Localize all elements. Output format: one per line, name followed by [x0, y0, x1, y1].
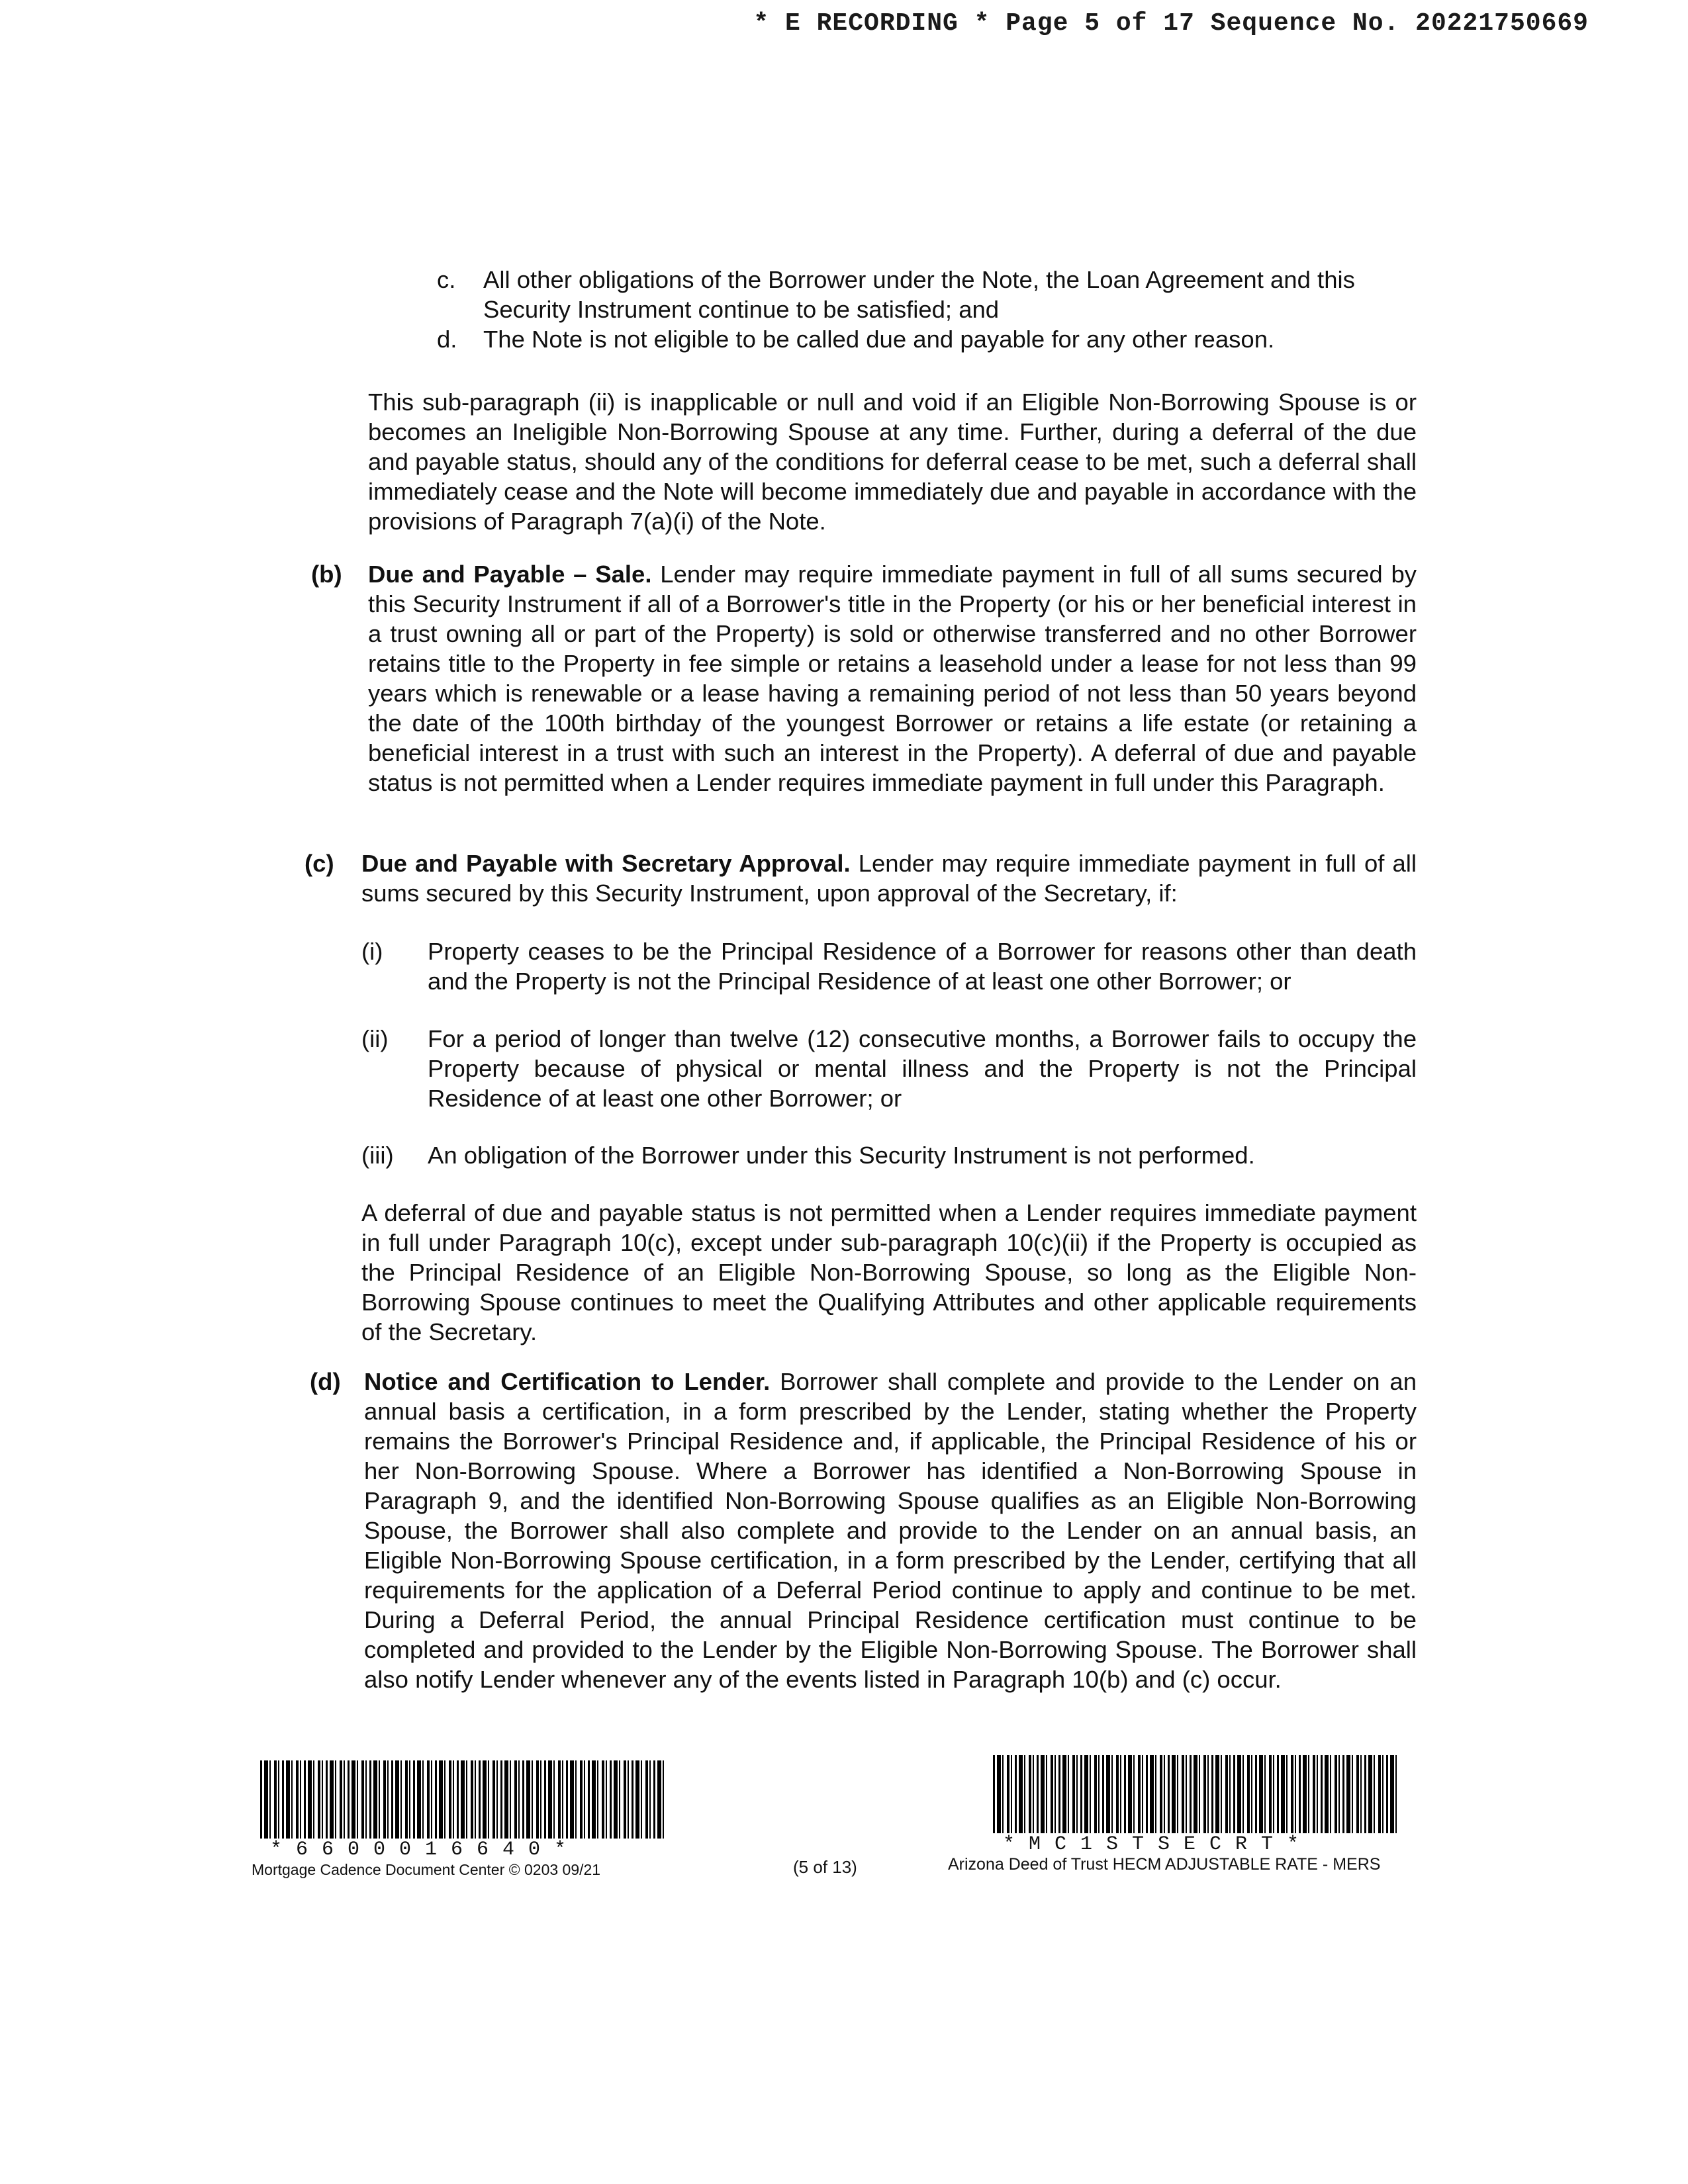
paragraph-label: (c): [305, 850, 334, 877]
page-count: (5 of 13): [793, 1857, 857, 1877]
paragraph-label: (b): [311, 561, 342, 588]
paragraph-title: Due and Payable with Secretary Approval.: [361, 850, 851, 877]
subitem-ii: [361, 1024, 1417, 1113]
paragraph-text: Borrower shall complete and provide to the Lender on an annual basis a certification, in a form prescribed by the Lender, stating whether the Property remains the Borrower's Principal Residence and, if applicable, the Principal Residence of his or her Non-Borrowing Spouse. Where a Borrower has identified a Non-Borrowing Spouse in Paragraph 9, and the identified Non-Borrowing Spouse qualifies as an Eligible Non-Borrowing Spouse, the Borrower shall also complete and provide to the Lender on an annual basis, an Eligible Non-Borrowing Spouse certification, in a form prescribed by the Lender, certifying that all requirements for the application of a Deferral Period continue to apply and continue to be met. During a Deferral Period, the annual Principal Residence certification must continue to be completed and provided to the Lender by the Eligible Non-Borrowing Spouse. The Borrower shall also notify Lender whenever any of the events listed in Paragraph 10(b) and (c) occur.: [364, 1368, 1417, 1693]
paragraph-title: Due and Payable – Sale.: [368, 561, 652, 588]
subparagraph-note: This sub-paragraph (ii) is inapplicable or null and void if an Eligible Non-Borrowing Spouse is or becomes an Ineligible Non-Borrowing Spouse at any time. Further, during a deferral of the due and payable status, should any of the conditions for deferral cease to be met, such a deferral shall immediately cease and the Note will become immediately due and payable in accordance with the provisions of Paragraph 7(a)(i) of the Note.: [368, 388, 1417, 535]
list-marker: d.: [437, 326, 457, 353]
paragraph-text: Lender may require immediate payment in full of all sums secured by this Security Instrument if all of a Borrower's title in the Property (or his or her beneficial interest in a trust owning all or part of the Property) is sold or otherwise transferred and no other Borrower retains title to the Property in fee simple or retains a leasehold under a lease for not less than 99 years which is renewable or a lease having a remaining period of not less than 50 years beyond the date of the 100th birthday of the youngest Borrower or retains a life estate (or retaining a beneficial interest in a trust with such an interest in the Property). A deferral of due and payable status is not permitted when a Lender requires immediate payment in full under this Paragraph.: [368, 561, 1417, 796]
list-text: The Note is not eligible to be called due and payable for any other reason.: [483, 326, 1275, 353]
list-marker: c.: [437, 266, 456, 293]
subitem-marker: (iii): [361, 1142, 394, 1169]
subitem-marker: (ii): [361, 1025, 389, 1052]
list-text: All other obligations of the Borrower under the Note, the Loan Agreement and this Security Instrument continue to be satisfied; and: [483, 266, 1355, 323]
paragraph-body: [364, 1367, 1417, 1694]
right-barcode: [993, 1755, 1398, 1833]
left-footer-caption: Mortgage Cadence Document Center © 0203 09/21: [252, 1861, 601, 1878]
paragraph-body: [361, 848, 1417, 908]
subitem-text: Property ceases to be the Principal Residence of a Borrower for reasons other than death and the Property is not the Principal Residence of at least one other Borrower; or: [428, 938, 1417, 995]
subitem-marker: (i): [361, 938, 383, 965]
subitem-i: [361, 936, 1417, 996]
paragraph-c-closing: A deferral of due and payable status is not permitted when a Lender requires immediate payment in full under Paragraph 10(c), except under sub-paragraph 10(c)(ii) if the Property is occupied as the Principal Residence of an Eligible Non-Borrowing Spouse, so long as the Eligible Non-Borrowing Spouse continues to meet the Qualifying Attributes and other applicable requirements of the Secretary.: [361, 1199, 1417, 1345]
subitem-iii: [361, 1140, 1417, 1170]
subitem-text: For a period of longer than twelve (12) consecutive months, a Borrower fails to occupy the Property because of physical or mental illness and the Property is not the Principal Residence of at least one other Borrower; or: [428, 1025, 1417, 1112]
paragraph-label: (d): [310, 1368, 341, 1395]
paragraph-d: [310, 1367, 1417, 1694]
obligation-list: [437, 265, 1417, 354]
list-item: [437, 324, 1417, 354]
paragraph-b: [311, 559, 1417, 797]
left-barcode-text: *6600016640*: [270, 1839, 581, 1861]
list-item: [437, 265, 1417, 324]
left-barcode: [260, 1760, 665, 1839]
paragraph-body: [368, 559, 1417, 797]
paragraph-title: Notice and Certification to Lender.: [364, 1368, 771, 1395]
recording-header: * E RECORDING * Page 5 of 17 Sequence No. 20221750669: [753, 9, 1589, 38]
paragraph-c: [305, 848, 1417, 908]
paragraph-text: Lender may require immediate payment in full of all sums secured by this Security Instrument, upon approval of the Secretary, if:: [361, 850, 1417, 907]
subitem-text: An obligation of the Borrower under this Security Instrument is not performed.: [428, 1142, 1255, 1169]
right-barcode-text: *MC1STSECRT*: [1003, 1833, 1313, 1856]
right-footer-caption: Arizona Deed of Trust HECM ADJUSTABLE RATE - MERS: [948, 1855, 1381, 1874]
